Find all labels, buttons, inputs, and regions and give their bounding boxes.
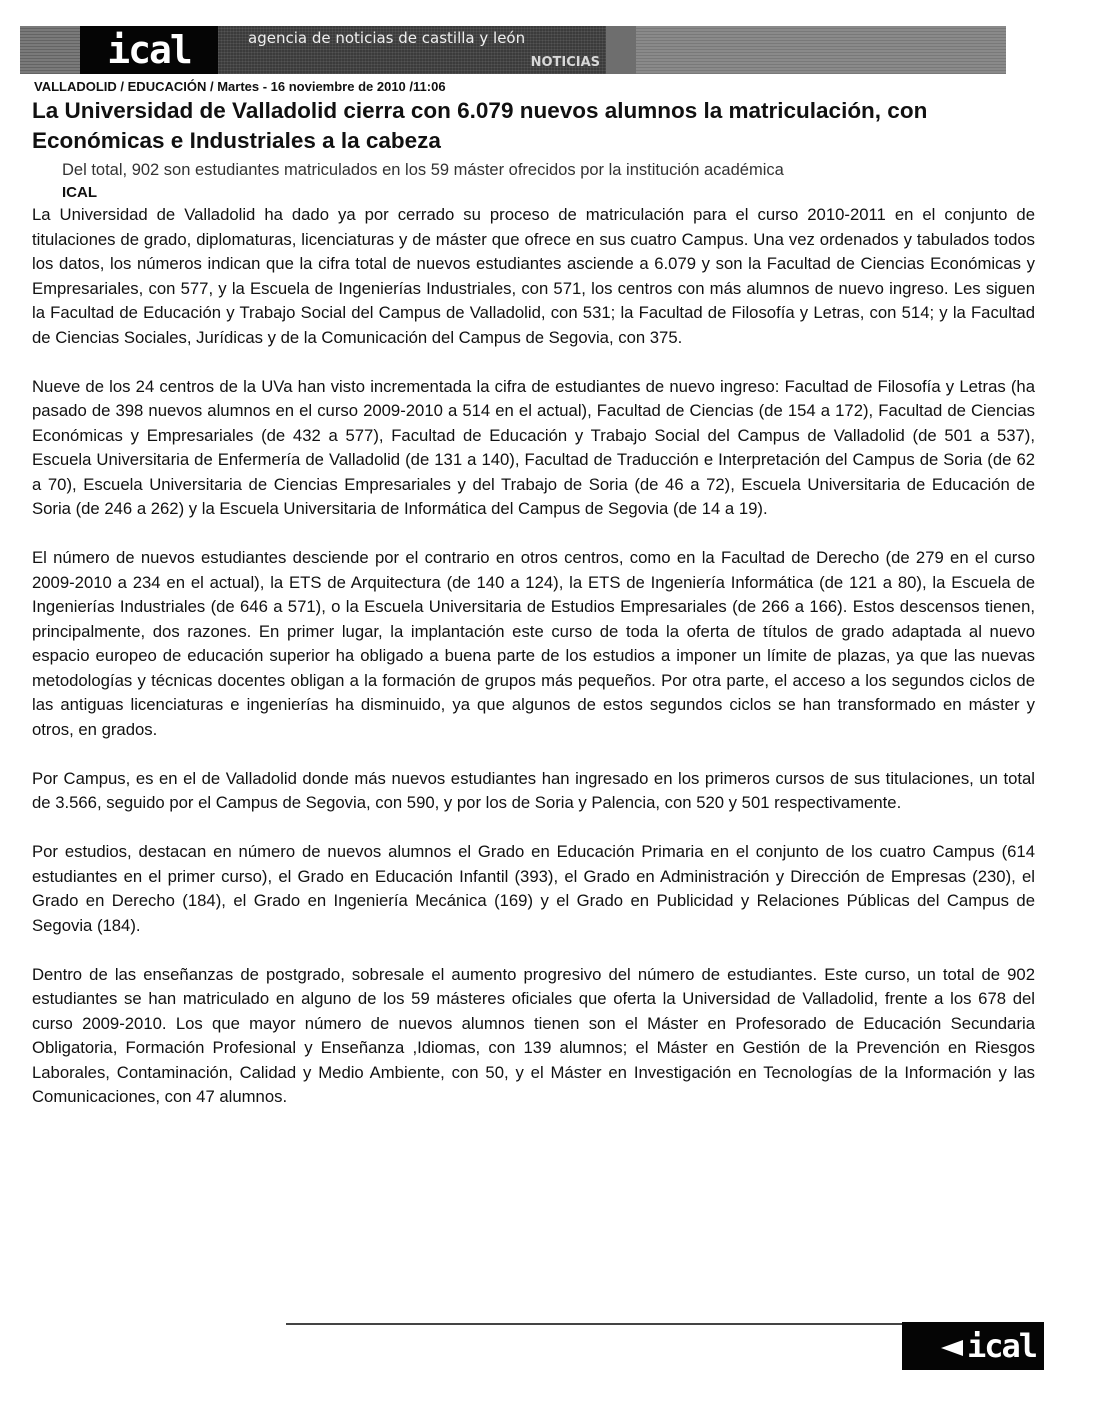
arrow-left-icon <box>941 1340 963 1356</box>
footer-ical-logo <box>902 1322 1044 1370</box>
article-paragraph: Por estudios, destacan en número de nuevos alumnos el Grado en Educación Primaria en el conjunto de los cuatro Campus (614 estudiantes en el primer curso), el Grado en Educación Infantil (393), el Grado en Administración y Dirección de Empresas (230), el Grado en Derecho (184), el Grado en Ingeniería Mecánica (169) y el Grado en Publicidad y Relaciones Públicas del Campus de Segovia (184). <box>32 842 1035 935</box>
article-paragraph: La Universidad de Valladolid ha dado ya por cerrado su proceso de matriculación para el curso 2010-2011 en el conjunto de titulaciones de grado, diplomaturas, licenciaturas y de máster que ofrece en sus cuatro Campus. Una vez ordenados y tabulados todos los datos, los números indican que la cifra total de nuevos estudiantes asciende a 6.079 y son la Facultad de Ciencias Económicas y Empresariales, con 577, y la Escuela de Ingenierías Industriales, con 571, los centros con más alumnos de nuevo ingreso. Les siguen la Facultad de Educación y Trabajo Social del Campus de Valladolid, con 531; la Facultad de Filosofía y Letras, con 514; y la Facultad de Ciencias Sociales, Jurídicas y de la Comunicación del Campus de Segovia, con 375. <box>32 205 1035 347</box>
footer-rule <box>286 1323 902 1325</box>
banner-end-block <box>606 26 636 74</box>
ical-logo: ical <box>80 26 218 74</box>
article-paragraph: El número de nuevos estudiantes desciende por el contrario en otros centros, como en la Facultad de Derecho (de 279 en el curso 2009-2010 a 234 en el actual), la ETS de Arquitectura (de 140 a 124), la ETS de Ingeniería Informática (de 121 a 80), la Escuela de Ingenierías Industriales (de 646 a 571), o la Escuela Universitaria de Estudios Empresariales (de 266 a 166). Estos descensos tienen, principalmente, dos razones. En primer lugar, la implantación este curso de toda la oferta de títulos de grado adaptada al nuevo espacio europeo de educación superior ha obligado a buena parte de los estudios a imponer un límite de plazas, ya que las nuevas metodologías y técnicas docentes obligan a la formación de grupos más pequeños. Por otra parte, el acceso a los segundos ciclos de las antiguas licenciaturas e ingenierías ha disminuido, ya que algunos de estos segundos ciclos se han transformado en máster y otros, en grados. <box>32 548 1035 739</box>
agency-tagline: agencia de noticias de castilla y león <box>248 29 526 47</box>
banner-tail <box>636 26 1006 74</box>
article-subheadline: Del total, 902 son estudiantes matriculados en los 59 máster ofrecidos por la institución académica <box>62 161 784 179</box>
article-body <box>32 203 1035 1134</box>
header-banner <box>20 26 1006 74</box>
article-headline: La Universidad de Valladolid cierra con 6.079 nuevos alumnos la matriculación, con Económicas e Industriales a la cabeza <box>32 98 928 153</box>
banner-left-block <box>20 26 80 74</box>
article-paragraph: Nueve de los 24 centros de la UVa han visto incrementada la cifra de estudiantes de nuevo ingreso: Facultad de Filosofía y Letras (ha pasado de 398 nuevos alumnos en el curso 2009-2010 a 514 en el actual), Facultad de Ciencias (de 154 a 172), Facultad de Ciencias Económicas y Empresariales (de 432 a 577), Facultad de Educación y Trabajo Social del Campus de Valladolid (de 501 a 537), Escuela Universitaria de Enfermería de Valladolid (de 131 a 140), Facultad de Traducción e Interpretación del Campus de Soria (de 62 a 70), Escuela Universitaria de Ciencias Empresariales y del Trabajo de Soria (de 46 a 72), Escuela Universitaria de Educación de Soria (de 246 a 262) y la Escuela Universitaria de Informática del Campus de Segovia (de 14 a 19). <box>32 376 1035 518</box>
footer-logo-text: ical <box>966 1327 1036 1365</box>
section-label: NOTICIAS <box>530 55 600 70</box>
dateline: VALLADOLID / EDUCACIÓN / Martes - 16 noviembre de 2010 /11:06 <box>34 79 446 94</box>
agency-byline: ICAL <box>62 184 97 201</box>
article-paragraph: Por Campus, es en el de Valladolid donde más nuevos estudiantes han ingresado en los primeros cursos de sus titulaciones, un total de 3.566, seguido por el Campus de Segovia, con 590, y por los de Soria y Palencia, con 520 y 501 respectivamente. <box>32 768 1035 812</box>
article-paragraph: Dentro de las enseñanzas de postgrado, sobresale el aumento progresivo del número de estudiantes. Este curso, un total de 902 estudiantes se han matriculado en alguno de los 59 másteres oficiales que oferta la Universidad de Valladolid, frente a los 678 del curso 2009-2010. Los que mayor número de nuevos alumnos tienen son el Máster en Profesorado de Educación Secundaria Obligatoria, Formación Profesional y Enseñanza ,Idiomas, con 139 alumnos; el Máster en Gestión de la Prevención en Riesgos Laborales, Contaminación, Calidad y Medio Ambiente, con 50, y el Máster en Investigación en Tecnologías de la Información y las Comunicaciones, con 47 alumnos. <box>32 964 1035 1106</box>
